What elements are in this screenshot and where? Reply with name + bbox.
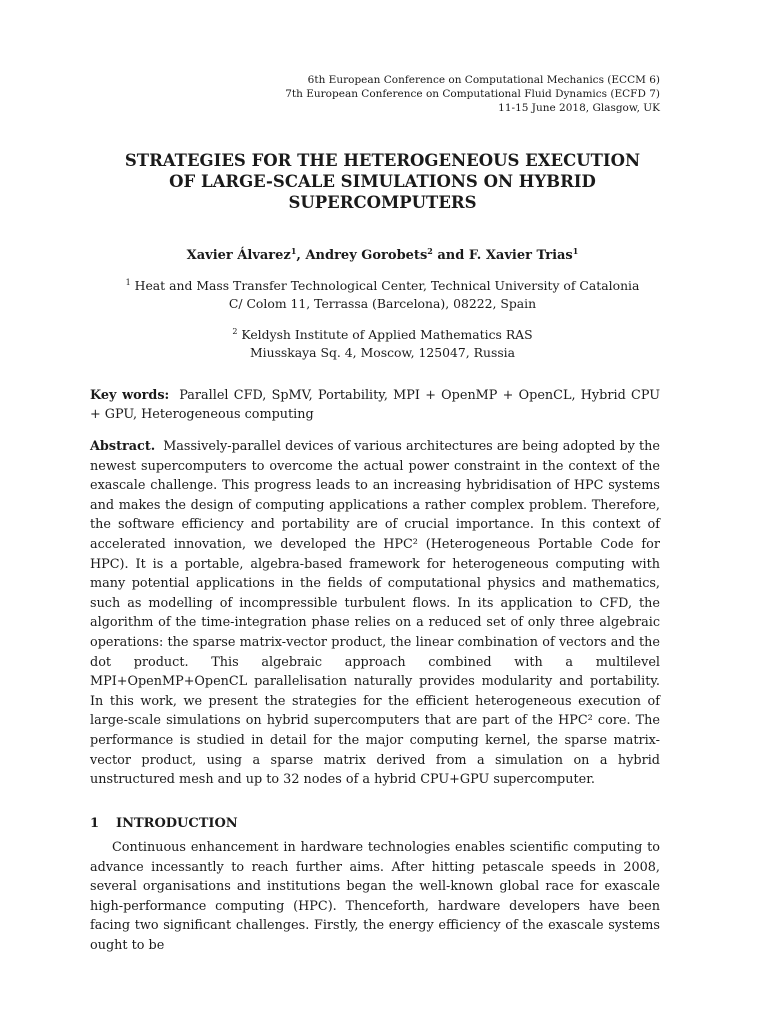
section-title: INTRODUCTION <box>116 816 238 831</box>
author-2: Andrey Gorobets <box>305 248 428 263</box>
conference-line-2: 7th European Conference on Computational Fluid Dynamics (ECFD 7) <box>285 88 660 100</box>
conference-dates: 11-15 June 2018, Glasgow, UK <box>498 102 660 114</box>
affiliation-2-institution: Keldysh Institute of Applied Mathematics RAS <box>241 327 533 342</box>
affiliation-1-address: C/ Colom 11, Terrassa (Barcelona), 08222, Spain <box>228 296 537 311</box>
affiliation-2-address: Miusskaya Sq. 4, Moscow, 125047, Russia <box>249 345 516 360</box>
abstract-label: Abstract. <box>90 439 156 454</box>
paper-title <box>90 150 675 213</box>
author-3-affiliation-mark: 1 <box>572 246 579 256</box>
affiliation-1 <box>90 277 675 313</box>
author-1-affiliation-mark: 1 <box>290 246 297 256</box>
introduction-paragraph: Continuous enhancement in hardware technologies enables scientific computing to advance incessantly to reach further aims. After hitting petascale speeds in 2008, several organisations and institutions began the well-known global race for exascale high-performance computing (HPC). Thenceforth, hardware developers have been facing two significant challenges. Firstly, the energy efficiency of the exascale systems ought to be <box>90 840 660 953</box>
affiliation-1-mark: 1 <box>125 278 131 287</box>
author-list: Xavier Álvarez$^1$, Andrey Gorobets$^2$ and F. Xavier Trias$^1$ <box>186 246 579 263</box>
keywords-text: Parallel CFD, SpMV, Portability, MPI + OpenMP + OpenCL, Hybrid CPU + GPU, Heterogeneous computing <box>90 388 660 422</box>
affiliation-2 <box>90 326 675 362</box>
keywords-label: Key words: <box>90 388 170 403</box>
affiliation-2-mark: 2 <box>232 327 238 336</box>
section-number: 1 <box>90 816 100 831</box>
keywords-block <box>90 386 660 424</box>
title-line-1: STRATEGIES FOR THE HETEROGENEOUS EXECUTION <box>124 151 641 170</box>
author-3: F. Xavier Trias <box>468 248 573 263</box>
affiliation-1-institution: Heat and Mass Transfer Technological Center, Technical University of Catalonia <box>134 278 640 293</box>
author-1: Xavier Álvarez <box>186 248 291 263</box>
conference-header <box>240 73 660 115</box>
title-line-3: SUPERCOMPUTERS <box>288 193 477 212</box>
conference-line-1: 6th European Conference on Computational Mechanics (ECCM 6) <box>307 74 660 86</box>
author-2-affiliation-mark: 2 <box>427 246 433 256</box>
section-heading <box>90 814 660 833</box>
abstract-text: Massively-parallel devices of various architectures are being adopted by the newest supercomputers to overcome the actual power constraint in the context of the exascale challenge. This progress leads to an increasing hybridisation of HPC systems and makes the design of computing applications a rather complex problem. Therefore, the software efficiency and portability are of crucial importance. In this context of accelerated innovation, we developed the HPC² (Heterogeneous Portable Code for HPC). It is a portable, algebra-based framework for heterogeneous computing with many potential applications in the fields of computational physics and mathematics, such as modelling of incompressible turbulent flows. In its application to CFD, the algorithm of the time-integration phase relies on a reduced set of only three algebraic operations: the sparse matrix-vector product, the linear combination of vectors and the dot product. This algebraic approach combined with a multilevel MPI+OpenMP+OpenCL parallelisation naturally provides modularity and portability. In this work, we present the strategies for the efficient heterogeneous execution of large-scale simulations on hybrid supercomputers that are part of the HPC² core. The performance is studied in detail for the major computing kernel, the sparse matrix-vector product, using a sparse matrix derived from a simulation on a hybrid unstructured mesh and up to 32 nodes of a hybrid CPU+GPU supercomputer. <box>90 439 660 788</box>
abstract-block <box>90 437 660 790</box>
author-conjunction: and <box>437 248 465 263</box>
title-line-2: OF LARGE-SCALE SIMULATIONS ON HYBRID <box>169 172 596 191</box>
